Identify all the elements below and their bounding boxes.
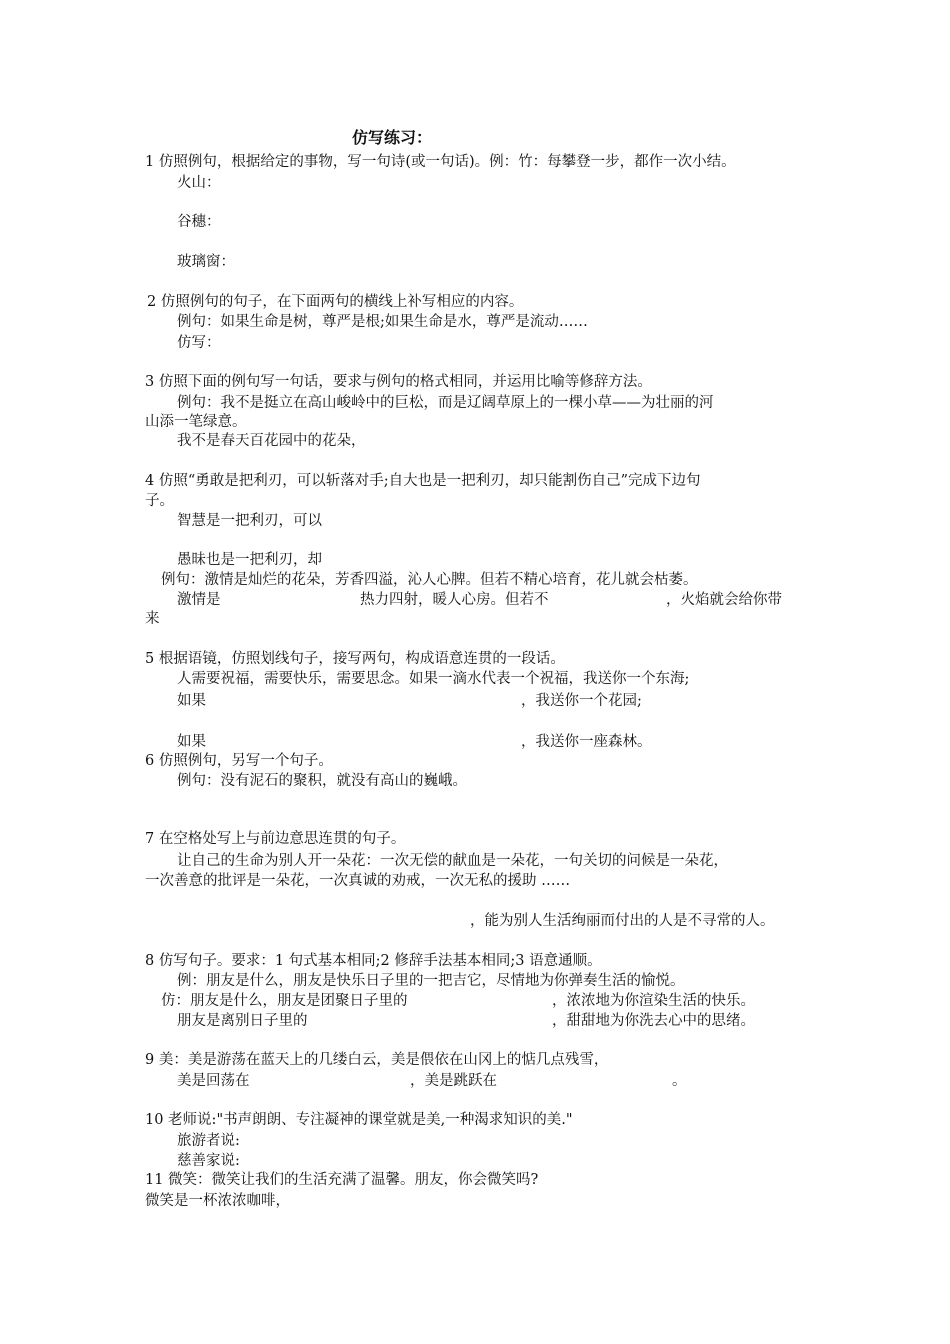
q10-tourist: 旅游者说:: [177, 1133, 240, 1149]
q8-example: 例：朋友是什么，朋友是快乐日子里的一把吉它，尽情地为你弹奏生活的愉悦。: [177, 973, 685, 989]
q4-fill-b: 热力四射，暖人心房。但若不: [360, 592, 549, 608]
q4-example: 例句：激情是灿烂的花朵，芳香四溢，沁人心脾。但若不精心培育，花儿就会枯萎。: [161, 572, 698, 588]
q3-answer: 我不是春天百花园中的花朵，: [177, 433, 366, 449]
q7-line2: 一次善意的批评是一朵花，一次真诚的劝戒，一次无私的援助 ……: [145, 873, 571, 889]
q9-prompt: 9 美：美是游荡在蓝天上的几缕白云，美是偎依在山冈上的惦几点残雪，: [145, 1052, 609, 1068]
q3-prompt: 3 仿照下面的例句写一句话，要求与例句的格式相同，并运用比喻等修辞方法。: [145, 374, 652, 390]
q4-item-ignorance: 愚昧也是一把利刃，却: [177, 552, 322, 568]
q9-part-c: 。: [672, 1073, 687, 1089]
q9-part-a: 美是回荡在: [177, 1073, 250, 1089]
q1-item-grain: 谷穗：: [177, 214, 221, 230]
q5-tail-2: ，我送你一座森林。: [521, 734, 652, 750]
q8-imitate-a: 仿：朋友是什么，朋友是团聚日子里的: [161, 993, 408, 1009]
q3-example-line1: 例句：我不是挺立在高山峻岭中的巨松，而是辽阔草原上的一棵小草——为壮丽的河: [177, 395, 714, 411]
q7-line3: ，能为别人生活绚丽而付出的人是不寻常的人。: [470, 913, 775, 929]
q11-prompt: 11 微笑：微笑让我们的生活充满了温馨。朋友，你会微笑吗?: [145, 1172, 539, 1188]
q1-item-volcano: 火山：: [177, 175, 221, 191]
q9-part-b: ，美是跳跃在: [410, 1073, 497, 1089]
q8-imitate-b: ，浓浓地为你渲染生活的快乐。: [552, 993, 755, 1009]
q8-prompt: 8 仿写句子。要求：1 句式基本相同;2 修辞手法基本相同;3 语意通顺。: [145, 953, 602, 969]
q5-prompt: 5 根据语镜，仿照划线句子，接写两句，构成语意连贯的一段话。: [145, 651, 565, 667]
q1-item-window: 玻璃窗：: [177, 254, 235, 270]
q8-line-a: 朋友是离别日子里的: [177, 1013, 308, 1029]
q5-tail-1: ，我送你一个花园;: [521, 693, 642, 709]
q5-if-1: 如果: [177, 693, 206, 709]
q4-fill-a: 激情是: [177, 592, 221, 608]
q7-line1: 让自己的生命为别人开一朵花：一次无偿的献血是一朵花，一句关切的问候是一朵花，: [177, 853, 728, 869]
q7-prompt: 7 在空格处写上与前边意思连贯的句子。: [145, 831, 406, 847]
q6-prompt: 6 仿照例句，另写一个句子。: [145, 753, 333, 769]
q4-prompt-line2: 子。: [145, 493, 174, 509]
q2-prompt: 2 仿照例句的句子，在下面两句的横线上补写相应的内容。: [147, 294, 524, 310]
q11-line: 微笑是一杯浓浓咖啡，: [145, 1193, 290, 1209]
q2-answer-label: 仿写：: [177, 335, 221, 351]
q5-example: 人需要祝福，需要快乐，需要思念。如果一滴水代表一个祝福，我送你一个东海;: [177, 671, 690, 687]
q3-example-line2: 山添一笔绿意。: [145, 414, 247, 430]
q10-prompt: 10 老师说:"书声朗朗、专注凝神的课堂就是美,一种渴求知识的美.": [145, 1112, 573, 1128]
q4-fill-d: 来: [145, 611, 160, 627]
q5-if-2: 如果: [177, 734, 206, 750]
q4-prompt-line1: 4 仿照“勇敢是把利刃，可以斩落对手;自大也是一把利刃，却只能割伤自己”完成下边句: [145, 473, 701, 489]
q2-example: 例句：如果生命是树，尊严是根;如果生命是水，尊严是流动……: [177, 314, 588, 330]
q8-line-b: ，甜甜地为你洗去心中的思绪。: [552, 1013, 755, 1029]
q4-item-wisdom: 智慧是一把利刃，可以: [177, 513, 322, 529]
q10-philanthropist: 慈善家说:: [177, 1153, 240, 1169]
q6-example: 例句：没有泥石的聚积，就没有高山的巍峨。: [177, 773, 467, 789]
page-title: 仿写练习：: [352, 128, 433, 147]
q4-fill-c: ，火焰就会给你带: [666, 592, 782, 608]
q1-prompt: 1 仿照例句，根据给定的事物，写一句诗(或一句话)。例：竹：每攀登一步，都作一次小结。: [145, 154, 736, 170]
